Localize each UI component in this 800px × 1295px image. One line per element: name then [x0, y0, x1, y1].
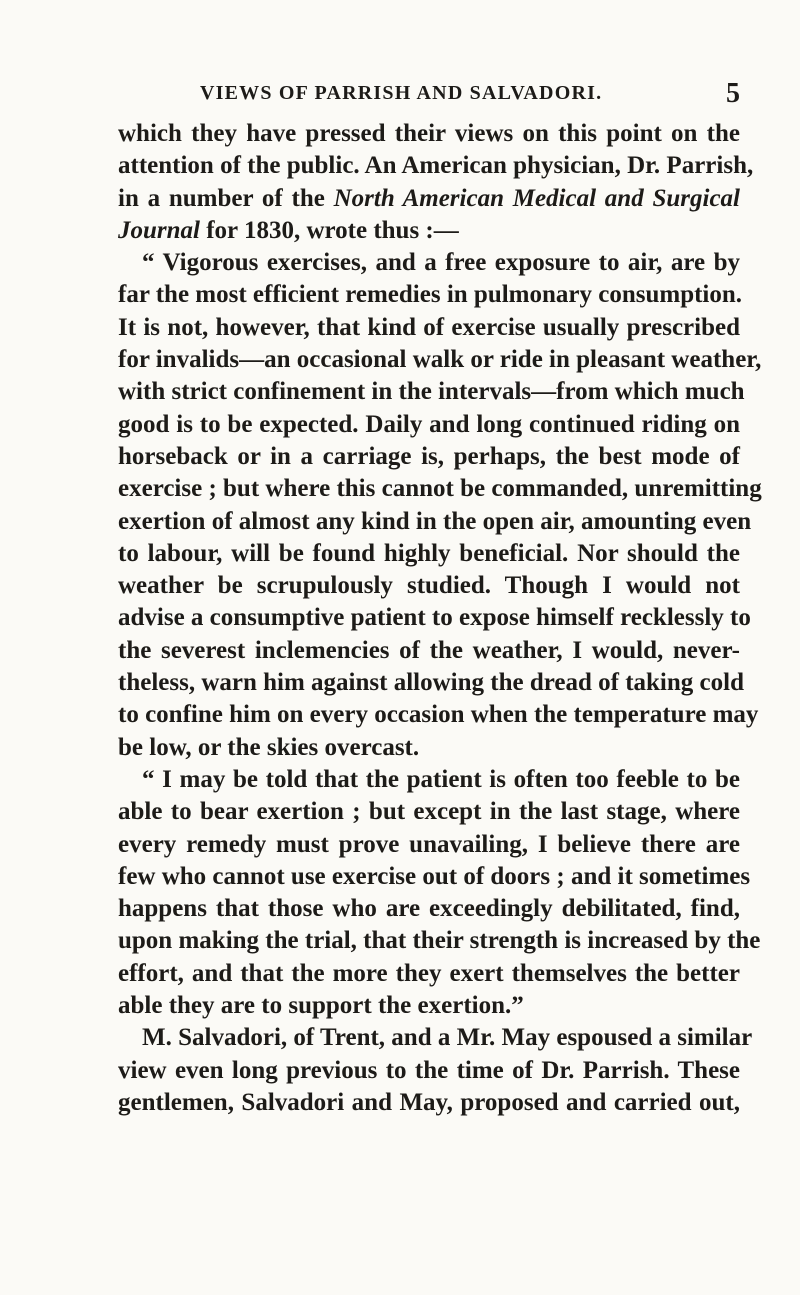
text-line: M. Salvadori, of Trent, and a Mr. May espoused a similar	[142, 1024, 753, 1052]
text-line: theless, warn him against allowing the dread of taking cold	[118, 669, 744, 697]
text-line: happens that those who are exceedingly debilitated, find,	[118, 895, 740, 923]
text-line: It is not, however, that kind of exercise usually prescribed	[118, 313, 740, 341]
text-line: exercise ; but where this cannot be commanded, unremitting	[118, 475, 762, 503]
text-line: able they are to support the exertion.”	[118, 992, 524, 1020]
running-title: VIEWS OF PARRISH AND SALVADORI.	[200, 82, 603, 104]
italic-title: North American Medical and Surgical	[333, 184, 741, 212]
text-line: which they have pressed their views on this point on the	[118, 120, 740, 147]
text-line: good is to be expected. Daily and long continued riding on	[118, 410, 740, 438]
text-line: for invalids—an occasional walk or ride in pleasant weather,	[118, 346, 762, 374]
running-head	[118, 78, 740, 110]
body-text	[118, 118, 762, 1119]
text-line: in a number of the North American Medical and Surgical	[118, 184, 741, 212]
text-line: the severest inclemencies of the weather, I would, never-	[118, 636, 740, 664]
text-line: with strict confinement in the intervals—from which much	[118, 378, 745, 406]
text-line: view even long previous to the time of Dr. Parrish. These	[118, 1056, 740, 1084]
paragraph	[118, 118, 754, 247]
text-line: to labour, will be found highly beneficial. Nor should the	[118, 539, 740, 567]
text-line: upon making the trial, that their strength is increased by the	[118, 927, 761, 955]
text-line: advise a consumptive patient to expose himself recklessly to	[118, 604, 751, 632]
text-line: every remedy must prove unavailing, I believe there are	[118, 830, 740, 858]
page-number: 5	[726, 78, 740, 109]
paragraph	[118, 247, 762, 764]
text-line: to confine him on every occasion when the temperature may	[118, 701, 759, 729]
text-line: “ Vigorous exercises, and a free exposure to air, are by	[142, 249, 740, 277]
italic-title: Journal	[118, 216, 200, 244]
text-line: weather be scrupulously studied. Though I would not	[118, 572, 740, 600]
text-line: few who cannot use exercise out of doors ; and it sometimes	[118, 862, 751, 890]
text-line: “ I may be told that the patient is often too feeble to be	[142, 765, 740, 793]
text-line: able to bear exertion ; but except in the last stage, where	[118, 798, 740, 826]
text-line: Journal for 1830, wrote thus :—	[118, 216, 459, 244]
text-line: gentlemen, Salvadori and May, proposed and carried out,	[118, 1088, 740, 1116]
text-line: effort, and that the more they exert themselves the better	[118, 959, 740, 987]
text-line: far the most efficient remedies in pulmonary consumption.	[118, 281, 743, 309]
paragraph	[118, 1022, 753, 1119]
text-line: be low, or the skies overcast.	[118, 733, 420, 761]
text-line: horseback or in a carriage is, perhaps, the best mode of	[118, 442, 740, 470]
text-line: exertion of almost any kind in the open air, amounting even	[118, 507, 752, 535]
paragraph	[118, 764, 761, 1022]
text-line: attention of the public. An American physician, Dr. Parrish,	[118, 152, 754, 180]
